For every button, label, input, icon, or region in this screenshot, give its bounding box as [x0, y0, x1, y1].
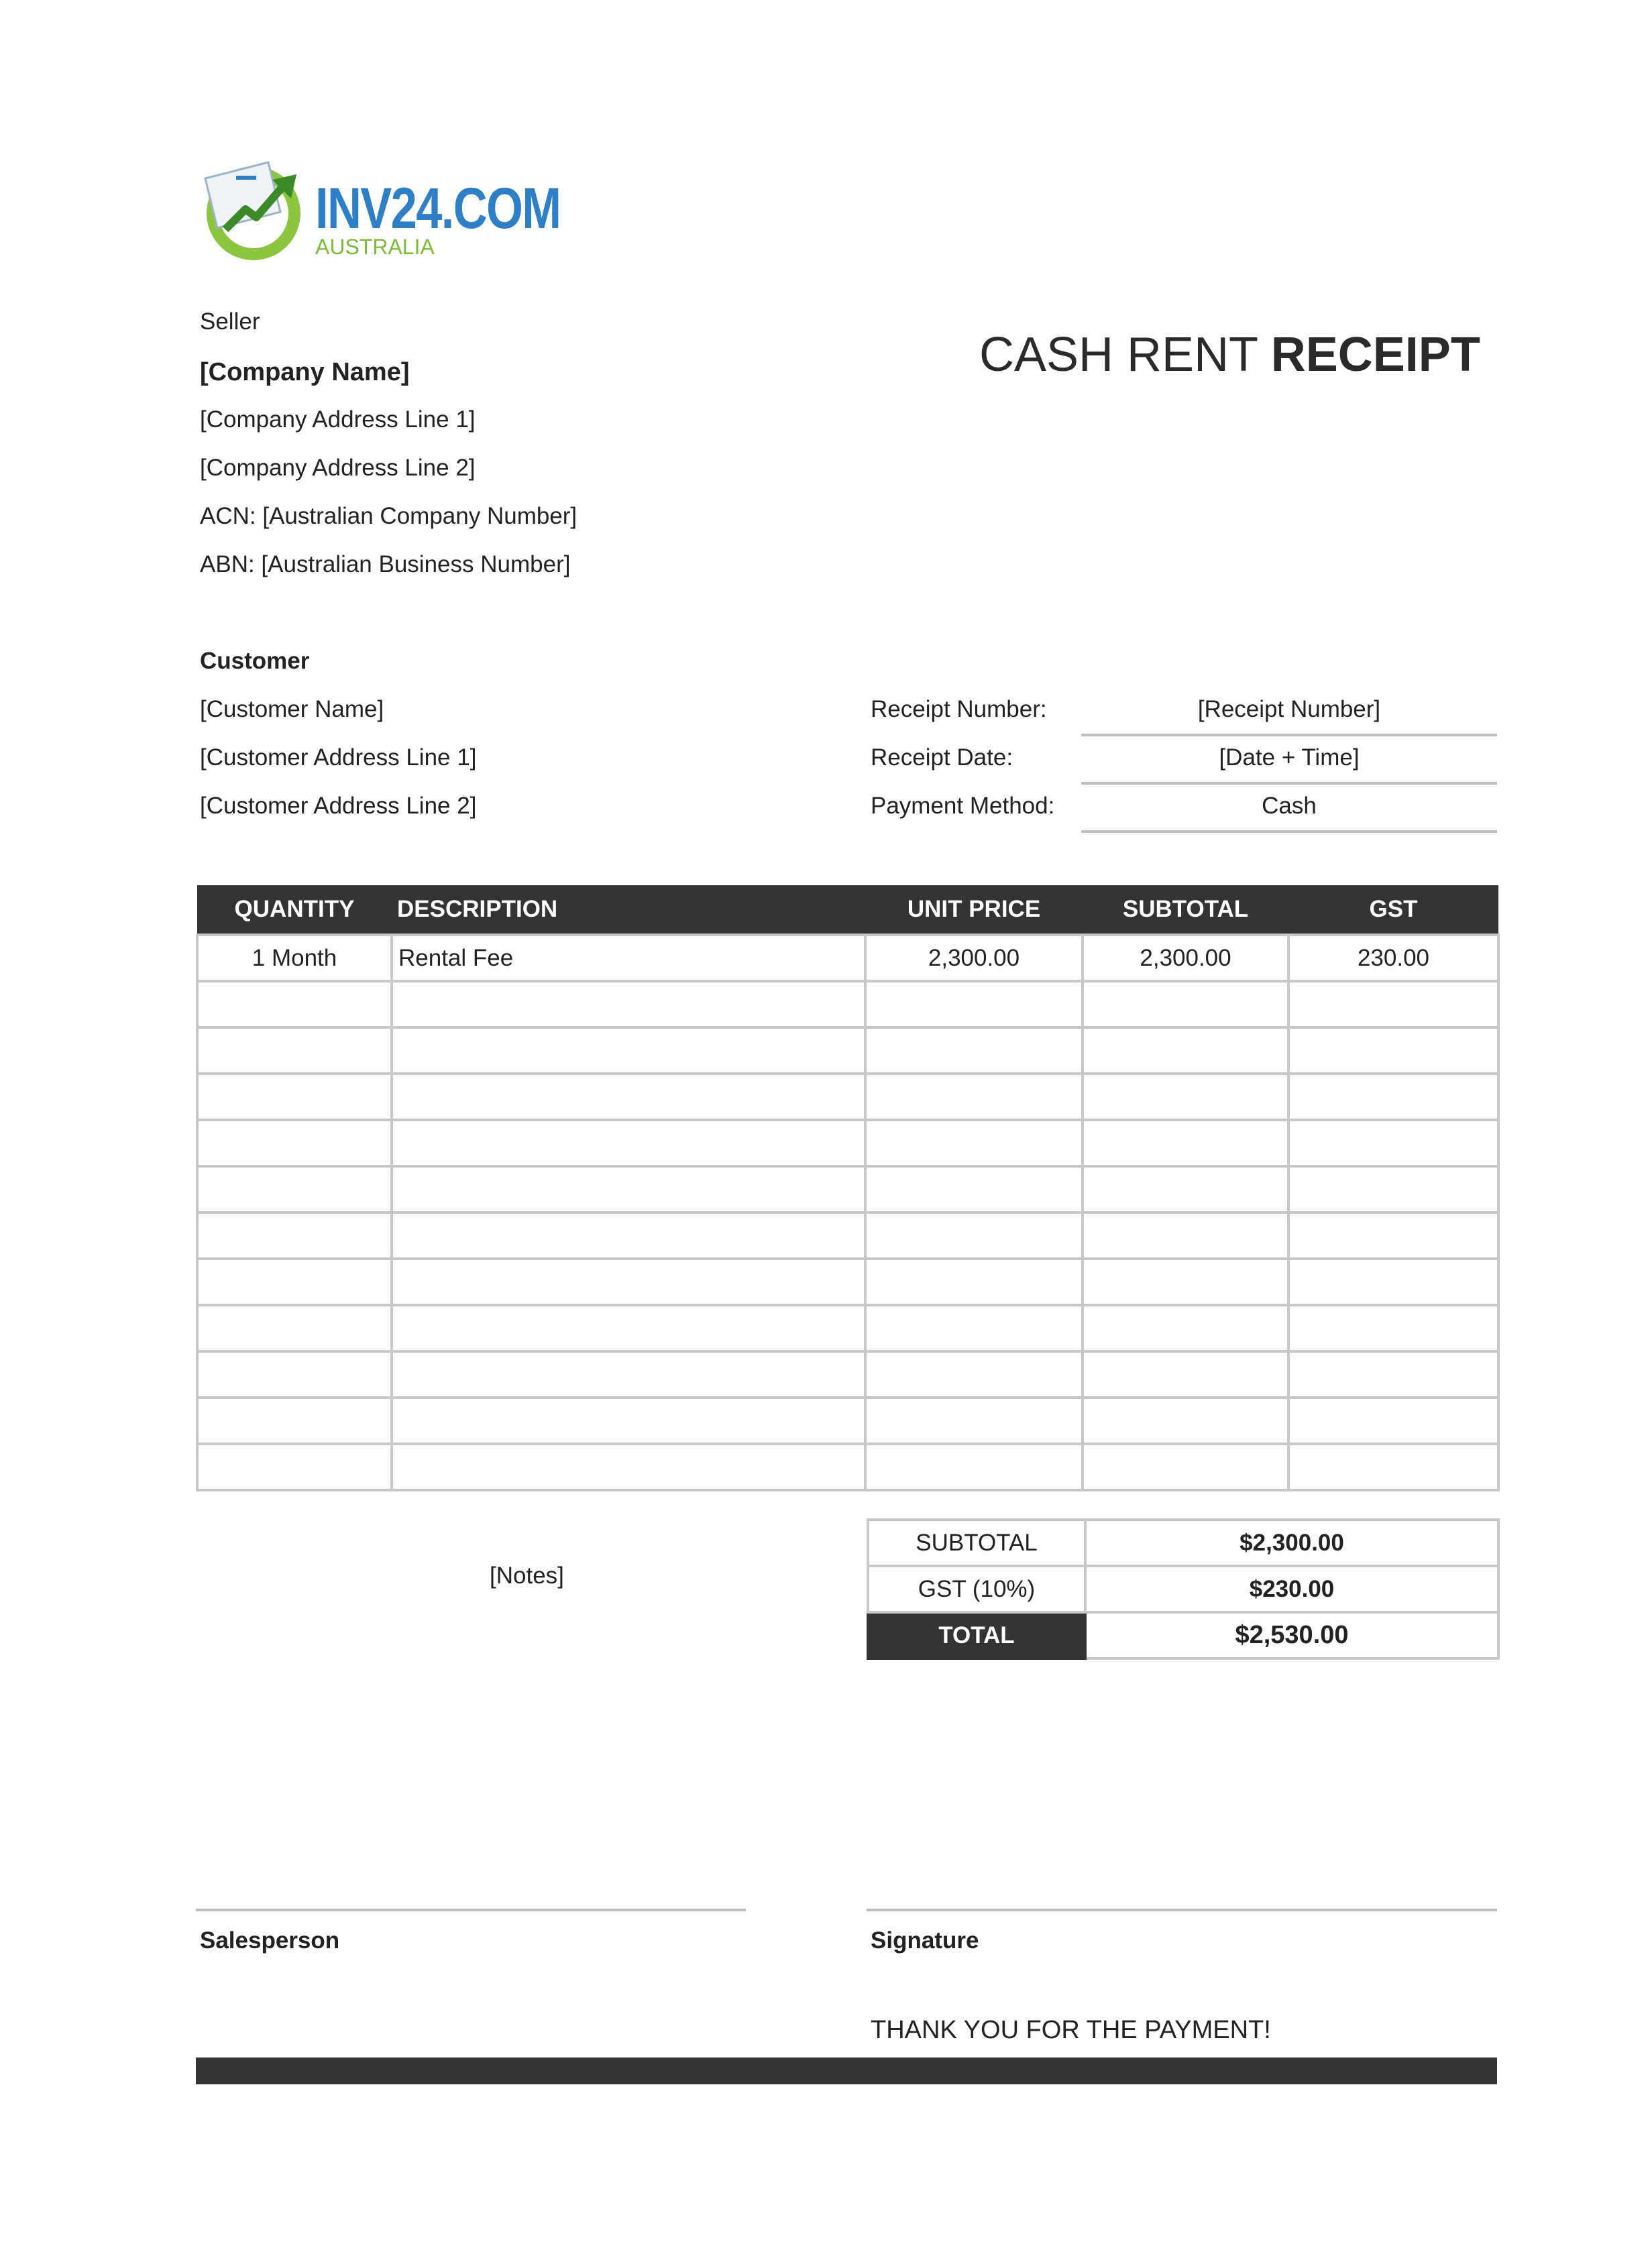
subtotal-row — [868, 1520, 1498, 1566]
cell-quantity — [197, 1213, 392, 1259]
cell-description — [392, 981, 865, 1027]
cell-gst — [1288, 1305, 1498, 1351]
cell-unit-price — [865, 1166, 1083, 1213]
gst-value: $230.00 — [1085, 1566, 1498, 1612]
cell-gst — [1288, 1120, 1498, 1166]
payment-method-value: Cash — [1262, 793, 1317, 819]
cell-subtotal — [1083, 1351, 1288, 1398]
cell-subtotal — [1083, 1398, 1288, 1444]
customer-heading: Customer — [200, 648, 310, 674]
cell-quantity — [197, 981, 392, 1027]
footer-bar — [196, 2058, 1497, 2084]
cell-quantity — [197, 1259, 392, 1305]
cell-gst — [1288, 1259, 1498, 1305]
table-row — [197, 1305, 1498, 1351]
cell-quantity — [197, 1351, 392, 1398]
table-row — [197, 1444, 1498, 1490]
cell-description — [392, 1027, 865, 1074]
cell-subtotal — [1083, 1166, 1288, 1213]
cell-unit-price — [865, 1213, 1083, 1259]
logo-subtitle: AUSTRALIA — [315, 235, 435, 259]
signature-label: Signature — [871, 1927, 979, 1954]
payment-method-underline — [1081, 830, 1497, 833]
cell-subtotal: 2,300.00 — [1083, 935, 1288, 981]
customer-address-1: [Customer Address Line 1] — [200, 744, 477, 771]
cell-subtotal — [1083, 1027, 1288, 1074]
table-row — [197, 1166, 1498, 1213]
thank-you-message: THANK YOU FOR THE PAYMENT! — [871, 2016, 1271, 2044]
cell-quantity: 1 Month — [197, 935, 392, 981]
seller-company-name: [Company Name] — [200, 358, 410, 386]
cell-quantity — [197, 1027, 392, 1074]
total-row — [868, 1612, 1498, 1658]
receipt-number-value: [Receipt Number] — [1197, 696, 1381, 722]
cell-description — [392, 1351, 865, 1398]
cell-subtotal — [1083, 1213, 1288, 1259]
items-header-row — [197, 885, 1498, 935]
table-row — [197, 1074, 1498, 1120]
cell-quantity — [197, 1074, 392, 1120]
cell-unit-price: 2,300.00 — [865, 935, 1083, 981]
table-row — [197, 935, 1498, 981]
cell-gst — [1288, 981, 1498, 1027]
signature-line — [867, 1909, 1497, 1911]
cell-description — [392, 1305, 865, 1351]
totals-table — [867, 1518, 1500, 1660]
cell-unit-price — [865, 1398, 1083, 1444]
table-row — [197, 981, 1498, 1027]
cell-gst — [1288, 1351, 1498, 1398]
cell-unit-price — [865, 1305, 1083, 1351]
table-row — [197, 1213, 1498, 1259]
subtotal-label: SUBTOTAL — [868, 1520, 1085, 1566]
gst-row — [868, 1566, 1498, 1612]
cell-description — [392, 1259, 865, 1305]
title-light: CASH RENT — [979, 328, 1271, 382]
cell-description — [392, 1444, 865, 1490]
cell-quantity — [197, 1120, 392, 1166]
salesperson-line — [196, 1909, 746, 1911]
subtotal-value: $2,300.00 — [1085, 1520, 1498, 1566]
header-subtotal: SUBTOTAL — [1083, 885, 1288, 935]
cell-description — [392, 1166, 865, 1213]
receipt-number-underline — [1081, 734, 1497, 736]
cell-subtotal — [1083, 981, 1288, 1027]
cell-gst — [1288, 1166, 1498, 1213]
cell-gst — [1288, 1074, 1498, 1120]
cell-description — [392, 1398, 865, 1444]
receipt-date-underline — [1081, 782, 1497, 785]
salesperson-label: Salesperson — [200, 1927, 340, 1954]
cell-quantity — [197, 1444, 392, 1490]
title-bold: RECEIPT — [1270, 328, 1480, 382]
cell-subtotal — [1083, 1259, 1288, 1305]
table-row — [197, 1027, 1498, 1074]
cell-description — [392, 1120, 865, 1166]
cell-gst — [1288, 1444, 1498, 1490]
cell-gst — [1288, 1398, 1498, 1444]
seller-address-2: [Company Address Line 2] — [200, 455, 476, 481]
notes: [Notes] — [490, 1563, 564, 1589]
cell-quantity — [197, 1305, 392, 1351]
cell-unit-price — [865, 1351, 1083, 1398]
cell-gst — [1288, 1027, 1498, 1074]
cell-unit-price — [865, 1259, 1083, 1305]
cell-quantity — [197, 1166, 392, 1213]
table-row — [197, 1120, 1498, 1166]
cell-subtotal — [1083, 1074, 1288, 1120]
cell-quantity — [197, 1398, 392, 1444]
cell-unit-price — [865, 1074, 1083, 1120]
gst-label: GST (10%) — [868, 1566, 1085, 1612]
receipt-date-value: [Date + Time] — [1219, 744, 1360, 771]
header-unit-price: UNIT PRICE — [865, 885, 1083, 935]
seller-abn: ABN: [Australian Business Number] — [200, 551, 571, 577]
logo-wordmark: INV24.COM — [315, 176, 561, 241]
logo-chart-icon — [199, 156, 313, 263]
header-quantity: QUANTITY — [197, 885, 392, 935]
cell-description — [392, 1074, 865, 1120]
table-row — [197, 1351, 1498, 1398]
cell-description — [392, 1213, 865, 1259]
header-description: DESCRIPTION — [392, 885, 865, 935]
cell-gst — [1288, 1213, 1498, 1259]
cell-subtotal — [1083, 1444, 1288, 1490]
cell-gst: 230.00 — [1288, 935, 1498, 981]
cell-description: Rental Fee — [392, 935, 865, 981]
table-row — [197, 1259, 1498, 1305]
cell-subtotal — [1083, 1120, 1288, 1166]
customer-name: [Customer Name] — [200, 696, 384, 722]
total-label: TOTAL — [868, 1612, 1085, 1658]
cell-unit-price — [865, 1027, 1083, 1074]
table-row — [197, 1398, 1498, 1444]
items-table — [196, 885, 1500, 1491]
receipt-date-label: Receipt Date: — [871, 744, 1013, 771]
payment-method-label: Payment Method: — [871, 793, 1055, 819]
cell-unit-price — [865, 981, 1083, 1027]
seller-acn: ACN: [Australian Company Number] — [200, 503, 577, 529]
cell-unit-price — [865, 1444, 1083, 1490]
seller-address-1: [Company Address Line 1] — [200, 406, 476, 433]
seller-heading: Seller — [200, 308, 260, 335]
total-value: $2,530.00 — [1085, 1612, 1498, 1658]
receipt-number-label: Receipt Number: — [871, 696, 1047, 722]
cell-subtotal — [1083, 1305, 1288, 1351]
customer-address-2: [Customer Address Line 2] — [200, 793, 477, 819]
cell-unit-price — [865, 1120, 1083, 1166]
header-gst: GST — [1288, 885, 1498, 935]
document-title — [979, 327, 1480, 382]
